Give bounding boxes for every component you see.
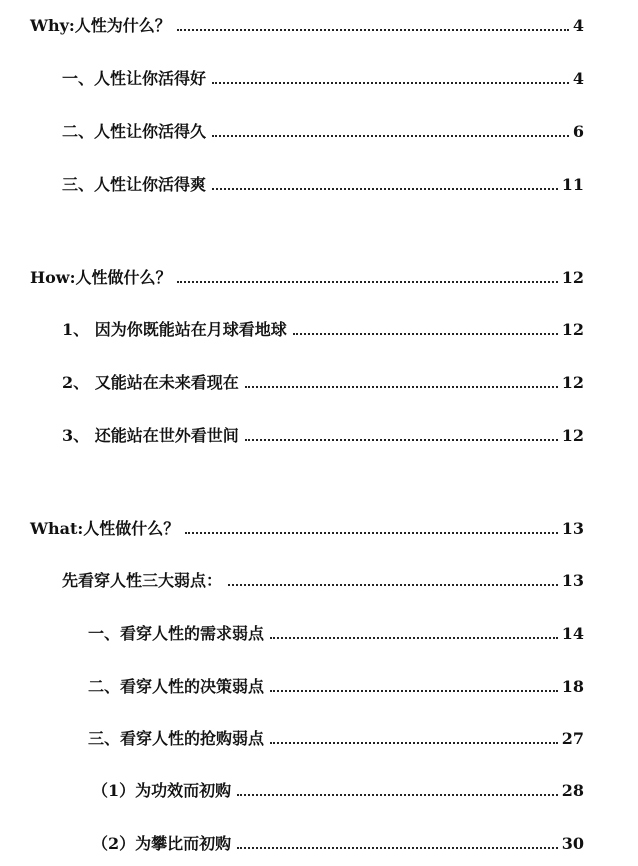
dot-leader <box>212 82 569 84</box>
toc-entry-page: 30 <box>561 834 584 853</box>
toc-entry-page: 4 <box>572 69 584 88</box>
toc-entry[interactable] <box>62 316 584 340</box>
toc-entry[interactable] <box>88 725 584 749</box>
toc-entry[interactable] <box>62 171 584 195</box>
toc-entry-title: （2）为攀比而初购 <box>92 834 232 853</box>
dot-leader <box>177 29 569 31</box>
toc-entry-page: 13 <box>561 571 584 590</box>
toc-entry[interactable] <box>62 118 584 142</box>
dot-leader <box>270 637 558 639</box>
toc-entry-title: 3、 还能站在世外看世间 <box>62 426 239 445</box>
toc-entry-title: 三、看穿人性的抢购弱点 <box>88 729 265 748</box>
dot-leader <box>270 742 558 744</box>
toc-heading-what[interactable] <box>30 515 584 539</box>
toc-entry-title: 1、 因为你既能站在月球看地球 <box>62 320 287 339</box>
toc-entry-title: Why:人性为什么？ <box>30 16 171 35</box>
toc-entry-page: 12 <box>561 268 584 287</box>
toc-entry-page: 28 <box>561 781 584 800</box>
toc-entry-page: 18 <box>561 677 584 696</box>
dot-leader <box>245 386 558 388</box>
toc-entry[interactable] <box>62 567 584 591</box>
toc-entry-title: 2、 又能站在未来看现在 <box>62 373 239 392</box>
toc-entry-page: 6 <box>572 122 584 141</box>
toc-entry-title: 先看穿人性三大弱点： <box>62 571 223 590</box>
dot-leader <box>245 439 558 441</box>
dot-leader <box>212 135 569 137</box>
toc-entry-page: 27 <box>561 729 584 748</box>
toc-entry-title: What:人性做什么？ <box>30 519 180 538</box>
toc-entry-title: 三、人性让你活得爽 <box>62 175 207 194</box>
toc-entry-title: 二、人性让你活得久 <box>62 122 207 141</box>
toc-entry[interactable] <box>62 422 584 446</box>
dot-leader <box>270 690 558 692</box>
toc-entry-title: （1）为功效而初购 <box>92 781 232 800</box>
dot-leader <box>185 532 557 534</box>
toc-entry-title: 一、看穿人性的需求弱点 <box>88 624 265 643</box>
toc-entry-page: 14 <box>561 624 584 643</box>
toc-entry-page: 4 <box>572 16 584 35</box>
toc-heading-how[interactable] <box>30 264 584 288</box>
toc-entry[interactable] <box>62 369 584 393</box>
dot-leader <box>237 794 558 796</box>
toc-entry-title: 一、人性让你活得好 <box>62 69 207 88</box>
toc-entry-title: How:人性做什么？ <box>30 268 172 287</box>
dot-leader <box>228 584 558 586</box>
toc-entry[interactable] <box>92 830 584 854</box>
toc-entry-page: 11 <box>561 175 584 194</box>
dot-leader <box>177 281 557 283</box>
toc-entry[interactable] <box>62 65 584 89</box>
toc-entry-title: 二、看穿人性的决策弱点 <box>88 677 265 696</box>
toc-entry-page: 13 <box>561 519 584 538</box>
toc-entry-page: 12 <box>561 373 584 392</box>
toc-heading-why[interactable] <box>30 12 584 36</box>
toc-entry-page: 12 <box>561 320 584 339</box>
dot-leader <box>293 333 558 335</box>
dot-leader <box>212 188 558 190</box>
toc-entry[interactable] <box>88 620 584 644</box>
toc-entry[interactable] <box>92 777 584 801</box>
toc-entry[interactable] <box>88 673 584 697</box>
dot-leader <box>237 847 558 849</box>
toc-entry-page: 12 <box>561 426 584 445</box>
